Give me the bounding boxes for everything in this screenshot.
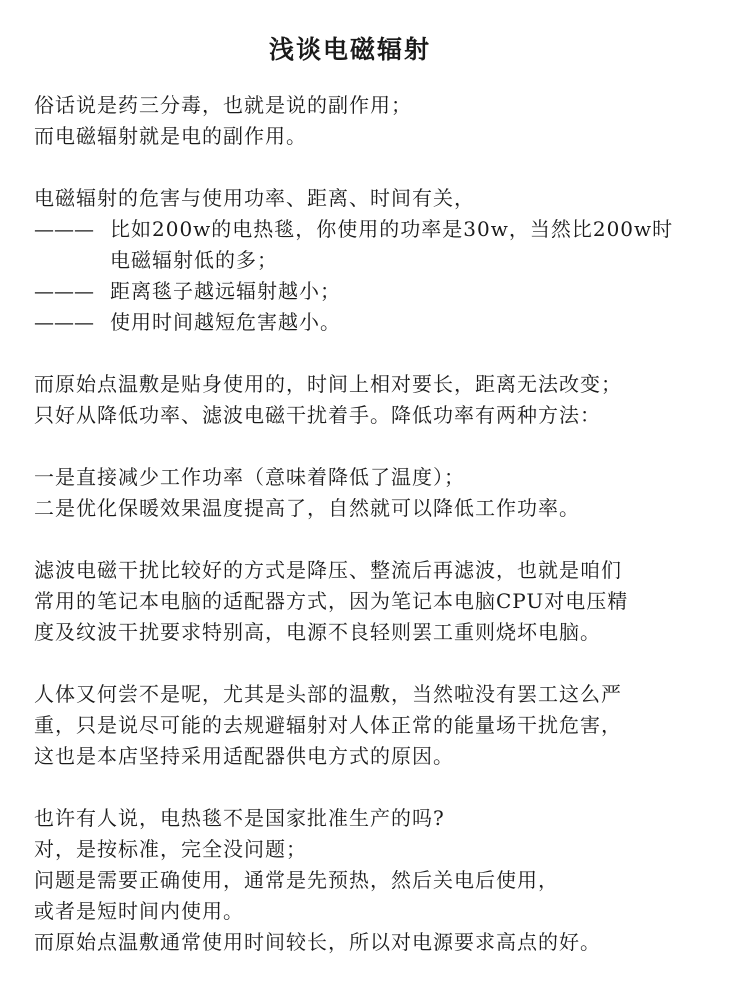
dash-marker: ——— (34, 279, 94, 303)
list-item-text: 距离毯子越远辐射越小； (110, 279, 341, 303)
text-line: 这也是本店坚持采用适配器供电方式的原因。 (34, 744, 454, 768)
text-line: 或者是短时间内使用。 (34, 899, 244, 923)
text-line: 电磁辐射的危害与使用功率、距离、时间有关， (34, 186, 475, 210)
paragraph-3 (34, 369, 734, 431)
text-line: 俗话说是药三分毒，也就是说的副作用； (34, 93, 412, 117)
text-line: 也许有人说，电热毯不是国家批准生产的吗? (34, 806, 445, 830)
list-item (34, 214, 734, 245)
text-line: 一是直接减少工作功率（意味着降低了温度）； (34, 465, 465, 489)
text-line: 重，只是说尽可能的去规避辐射对人体正常的能量场干扰危害， (34, 713, 622, 737)
text-line: 常用的笔记本电脑的适配器方式，因为笔记本电脑CPU对电压精 (34, 589, 629, 613)
text-line: 而原始点温敷是贴身使用的，时间上相对要长，距离无法改变； (34, 372, 622, 396)
paragraph-6 (34, 679, 734, 772)
text-line: 问题是需要正确使用，通常是先预热，然后关电后使用， (34, 868, 559, 892)
document-body (34, 90, 734, 989)
page-title: 浅谈电磁辐射 (268, 35, 431, 64)
text-line: 而原始点温敷通常使用时间较长，所以对电源要求高点的好。 (34, 930, 601, 954)
text-line: 二是优化保暖效果温度提高了，自然就可以降低工作功率。 (34, 496, 580, 520)
list-item-continuation: 电磁辐射低的多； (110, 248, 278, 272)
list-item-text: 使用时间越短危害越小。 (110, 310, 341, 334)
text-line: 度及纹波干扰要求特别高，电源不良轻则罢工重则烧坏电脑。 (34, 620, 601, 644)
dash-marker: ——— (34, 217, 94, 241)
paragraph-5 (34, 555, 734, 648)
paragraph-1 (34, 90, 734, 152)
list-item (34, 276, 734, 307)
list-item (34, 307, 734, 338)
list-item-text: 比如200w的电热毯，你使用的功率是30w，当然比200w时 (110, 217, 674, 241)
text-line: 只好从降低功率、滤波电磁干扰着手。降低功率有两种方法： (34, 403, 601, 427)
text-line: 滤波电磁干扰比较好的方式是降压、整流后再滤波，也就是咱们 (34, 558, 622, 582)
paragraph-7 (34, 803, 734, 958)
text-line: 而电磁辐射就是电的副作用。 (34, 124, 307, 148)
paragraph-2 (34, 183, 734, 338)
paragraph-4 (34, 462, 734, 524)
dash-marker: ——— (34, 310, 94, 334)
text-line: 对，是按标准，完全没问题； (34, 837, 307, 861)
text-line: 人体又何尝不是呢，尤其是头部的温敷，当然啦没有罢工这么严 (34, 682, 622, 706)
